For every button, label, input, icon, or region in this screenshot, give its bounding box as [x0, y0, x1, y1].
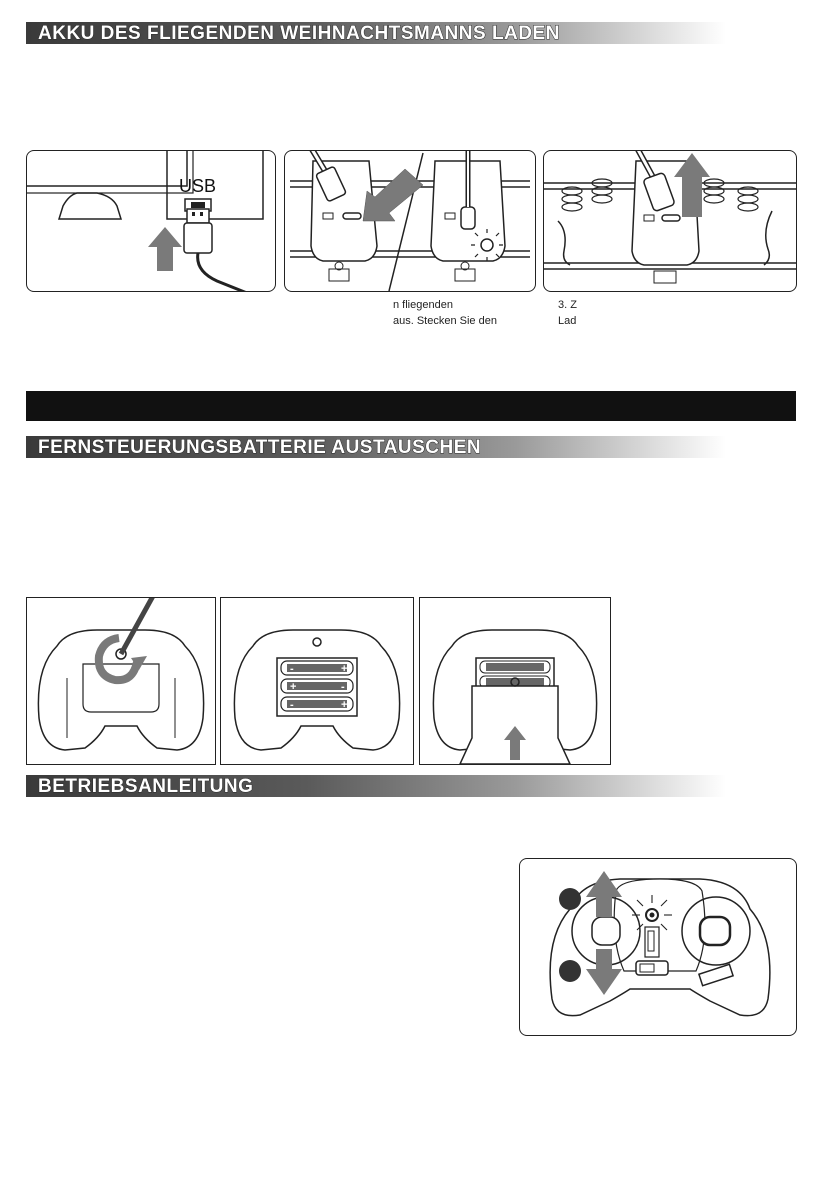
- section-title-remote-battery: FERNSTEUERUNGSBATTERIE AUSTAUSCHEN: [38, 437, 482, 458]
- svg-text:+: +: [341, 699, 348, 711]
- illustration-unscrew-cover: [26, 597, 216, 765]
- illustration-close-cover: [419, 597, 611, 765]
- divider-band: [26, 391, 796, 421]
- section-header-remote-battery: [26, 436, 726, 458]
- illustration-remote-control: [519, 858, 797, 1036]
- caption-step2-line2: aus. Stecken Sie den: [393, 315, 497, 327]
- caption-step3-line2: Lad: [558, 315, 577, 327]
- svg-text:-: -: [290, 699, 294, 711]
- section-title-charge: AKKU DES FLIEGENDEN WEIHNACHTSMANNS LADEN: [38, 23, 560, 44]
- caption-step3-line1: 3. Z: [558, 299, 577, 311]
- svg-text:-: -: [290, 663, 294, 675]
- illustration-insert-batteries: [220, 597, 414, 765]
- section-header-charge: [26, 22, 726, 44]
- section-header-operation: [26, 775, 726, 797]
- illustration-unplug: [543, 150, 797, 292]
- illustration-plug-in: [284, 150, 536, 292]
- illustration-usb-port: [26, 150, 276, 292]
- usb-label: USB: [179, 176, 217, 196]
- up-arrow-icon: [148, 227, 182, 271]
- svg-text:-: -: [341, 681, 345, 693]
- section-title-operation: BETRIEBSANLEITUNG: [38, 776, 254, 797]
- svg-text:+: +: [290, 681, 297, 693]
- caption-step2-line1: n fliegenden: [393, 299, 453, 311]
- svg-text:+: +: [341, 663, 348, 675]
